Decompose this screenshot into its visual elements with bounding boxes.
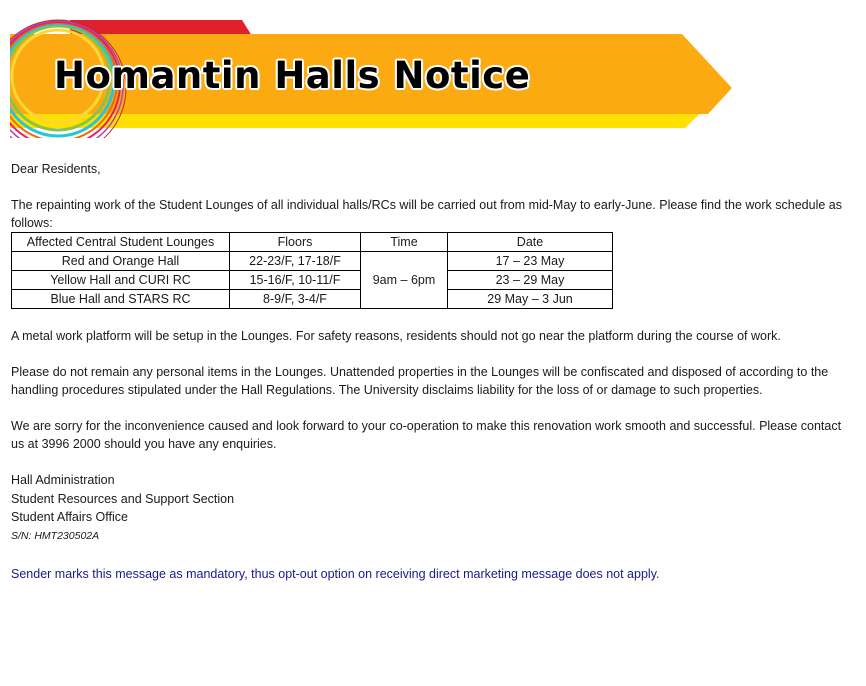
date-cell: 17 – 23 May xyxy=(448,252,613,271)
floors-cell: 22-23/F, 17-18/F xyxy=(230,252,361,271)
signature-line-2: Student Resources and Support Section xyxy=(11,491,235,506)
serial-number: S/N: HMT230502A xyxy=(11,529,100,542)
closing-paragraph: We are sorry for the inconvenience caused and look forward to your co-operation to make this renovation work smooth and successful. Please contact us at 3996 2000 should you have any enquiries. xyxy=(11,419,842,451)
header-date: Date xyxy=(448,233,613,252)
belongings-paragraph: Please do not remain any personal items in the Lounges. Unattended properties in the Lounges will be confiscated and disposed of according to the handling procedures stipulated under the Hall Regulations. The University disclaims liability for the loss of or damage to such properties. xyxy=(11,365,829,397)
notice-banner xyxy=(10,16,735,138)
safety-paragraph: A metal work platform will be setup in the Lounges. For safety reasons, residents should not go near the platform during the course of work. xyxy=(11,329,781,343)
header-time: Time xyxy=(361,233,448,252)
table-row xyxy=(12,271,613,290)
lounge-cell: Red and Orange Hall xyxy=(12,252,230,271)
date-cell: 23 – 29 May xyxy=(448,271,613,290)
signature-line-1: Hall Administration xyxy=(11,473,115,487)
header-lounges: Affected Central Student Lounges xyxy=(12,233,230,252)
floors-cell: 15-16/F, 10-11/F xyxy=(230,271,361,290)
table-row xyxy=(12,290,613,309)
work-schedule-table xyxy=(11,232,613,309)
date-cell: 29 May – 3 Jun xyxy=(448,290,613,309)
table-row xyxy=(12,252,613,271)
lounge-cell: Yellow Hall and CURI RC xyxy=(12,271,230,290)
notice-body xyxy=(11,160,857,583)
floors-cell: 8-9/F, 3-4/F xyxy=(230,290,361,309)
header-floors: Floors xyxy=(230,233,361,252)
intro-paragraph: The repainting work of the Student Lounges of all individual halls/RCs will be carried out from mid-May to early-June. Please find the work schedule as follows: xyxy=(11,198,842,230)
signature-line-3: Student Affairs Office xyxy=(11,510,128,524)
table-header-row xyxy=(12,233,613,252)
lounge-cell: Blue Hall and STARS RC xyxy=(12,290,230,309)
banner-title: Homantin Halls Notice xyxy=(54,54,531,97)
signature-block xyxy=(11,471,857,545)
marketing-disclaimer: Sender marks this message as mandatory, thus opt-out option on receiving direct marketing message does not apply. xyxy=(11,567,660,581)
time-cell: 9am – 6pm xyxy=(361,252,448,309)
greeting: Dear Residents, xyxy=(11,162,101,176)
